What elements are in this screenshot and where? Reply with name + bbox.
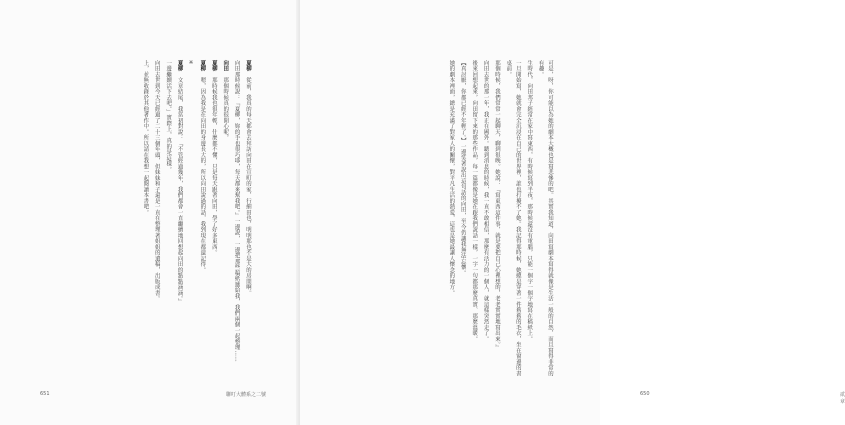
- speaker-name: 夏柳: [245, 60, 251, 78]
- dialogue-line: [163, 60, 172, 380]
- paragraph: 【真討厭，你都已經不年輕了。】一邊笑著說出這句話的向田，至今仍讓我無法忘懷。: [459, 60, 466, 276]
- dialogue-text: 嗯，因為我是在向田的身邊長大的，所以向田說過的話，我到現在都還記得。: [199, 77, 206, 273]
- left-page-text: [60, 60, 252, 380]
- right-page-text: [358, 60, 554, 380]
- dialogue-text: ※: [187, 60, 194, 67]
- dialogue-text: 文章結尾，我當初對說：『不管經過幾年，我們都會一直繼續地回想起向田的點點滴滴。』: [176, 77, 183, 305]
- dialogue-line: [140, 60, 149, 380]
- speaker-name: 向田: [222, 60, 229, 78]
- dialogue-line: [208, 60, 217, 380]
- dialogue-text: 那個時候真的很開心呢。: [222, 77, 229, 141]
- dialogue-text: 向田那時候說：『夏柳，妳的手也很巧耶，每天都來幫我吧。』一邊說，一邊把那些稿紙遞給我，我們兩個一起整理……: [233, 60, 240, 363]
- dialogue-line: [220, 60, 229, 380]
- right-page: [300, 0, 845, 425]
- paragraph: 後來回想起來，向田留下來的那些作品，每一篇都像是她在跟我們說話一樣，一字一句都那麼真實、那麼溫暖。: [471, 60, 478, 342]
- dialogue-text: 從前，我真的每天都會去拜訪向田在宣町的家，行細田也，明明那也不是大的房間啊。: [245, 77, 251, 296]
- paragraph: 可是，呀，你可能以為她的劇本大概也是寫悲慘的吧。其實我知道，向田寫劇本寫得就像是生活一般的自然，而且寫得非常的有趣。: [537, 60, 553, 377]
- left-running-title: 聯叮大體系之二號: [226, 392, 267, 398]
- dialogue-text: 上，並無收錄於其他著作中。所以請在我想一起閱讀本書吧。: [142, 60, 149, 216]
- dialogue-text: 一邊繼續活下去吧。」實際上，真的是這樣。: [165, 60, 172, 173]
- dialogue-line: [231, 60, 240, 380]
- dialogue-line: [197, 60, 206, 380]
- dialogue-text: 那時候我也很年輕，什麼都不懂，只是每天跟著向田，學了好多東西。: [210, 77, 217, 256]
- paragraph: 那個時候，我們常常一起聊天，聊到很晚。她說：『寫東西這件事，就是要把自己心裡想的，老老實實地寫出來。』: [493, 60, 500, 351]
- paragraph: 一旦開始寫，她就會完全沉浸在自己的世界裡，誰也打擾不了她。我記得那時候，她總是穿著一件舊舊的毛衣，坐在窗邊的書桌前。: [505, 60, 521, 377]
- paragraph: 向田去世的那一年，我正在國外。聽到消息的時候，我一直不敢相信，那麼有活力的一個人，就這樣突然走了。: [482, 60, 489, 342]
- speaker-name: 夏柳: [176, 60, 183, 78]
- dialogue-text: 向田去世到今天已經過了二十三個年頭，但妹妹和子還是一直在整理著姐姐的遺稿，出版成書。: [153, 60, 160, 302]
- dialogue-line: [151, 60, 160, 380]
- left-page-number: 651: [40, 391, 50, 397]
- paragraph: 生時代，向田邦子經常在家中寫東西，有時候寫到半夜，那時候還沒有電腦，只能一個字一個字地寫在稿紙上。: [526, 60, 533, 342]
- dialogue-line: [243, 60, 252, 380]
- speaker-name: 夏柳: [210, 60, 217, 78]
- paragraph: 她的劇本裡面，總是充滿了對家人的關懷，對平凡生活的熱愛，這也是她最讓人懷念的地方。: [448, 60, 455, 296]
- left-page: [0, 0, 300, 425]
- dialogue-line: [186, 60, 195, 380]
- right-running-title: 貳章: [840, 392, 845, 405]
- dialogue-line: [174, 60, 183, 380]
- right-page-number: 650: [640, 391, 650, 397]
- speaker-name: 夏柳: [199, 60, 206, 78]
